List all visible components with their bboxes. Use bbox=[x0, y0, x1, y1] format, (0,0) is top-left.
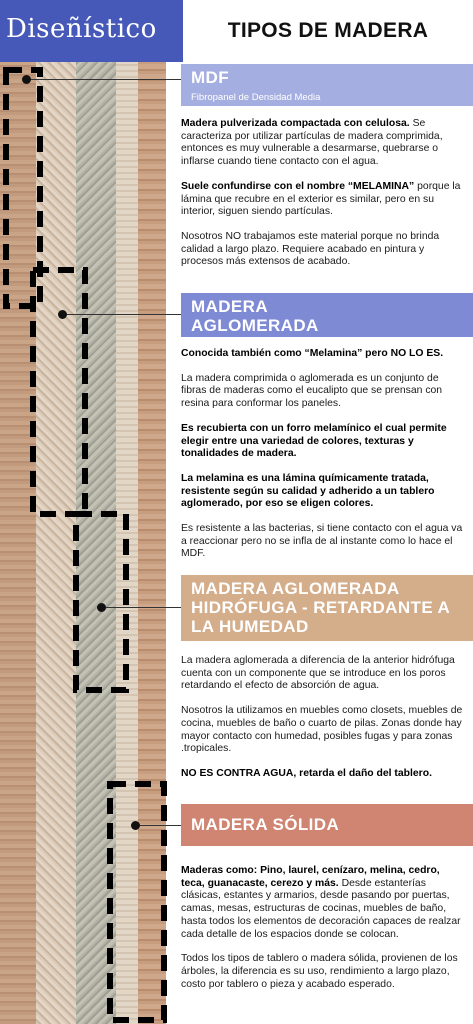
solida-pointer-dot bbox=[131, 821, 140, 830]
section-aglomerada-title-line: AGLOMERADA bbox=[191, 316, 319, 335]
solida-frame bbox=[110, 784, 164, 1020]
aglomerada-pointer-dot bbox=[58, 310, 67, 319]
aglomerada-pointer-line bbox=[62, 314, 181, 315]
paragraph: La madera aglomerada a diferencia de la anterior hidrófuga cuenta con un componente que se introduce en los poros retardando el efecto de absorción de agua. bbox=[181, 655, 455, 692]
section-hidrofuga-title-line: HIDRÓFUGA - RETARDANTE A bbox=[191, 598, 451, 617]
section-mdf-header bbox=[181, 64, 473, 106]
page-title: TIPOS DE MADERA bbox=[183, 0, 473, 62]
section-solida-body bbox=[181, 865, 465, 1003]
section-aglomerada-body bbox=[181, 348, 465, 573]
brand-name: Diseñístico bbox=[6, 14, 157, 44]
solida-pointer-line bbox=[135, 825, 181, 826]
hidrofuga-pointer-dot bbox=[97, 603, 106, 612]
aglomerada-frame bbox=[33, 270, 85, 514]
section-mdf-body bbox=[181, 118, 465, 281]
section-mdf-title: MDF bbox=[191, 68, 230, 87]
dashed-frames bbox=[0, 0, 183, 1024]
paragraph: Madera pulverizada compactada con celulosa. Se caracteriza por utilizar partículas de madera comprimida, entonces es muy vulnerable a desarmarse, quebrarse o inflarse cuando tiene contacto con el agua. bbox=[181, 118, 443, 168]
paragraph: Nosotros NO trabajamos este material porque no brinda calidad a largo plazo. Requiere acabado en pintura y procesos más extensos de acabado. bbox=[181, 230, 440, 268]
section-solida-title: MADERA SÓLIDA bbox=[191, 815, 340, 834]
section-mdf-subtitle: Fibropanel de Densidad Media bbox=[191, 92, 321, 103]
paragraph: NO ES CONTRA AGUA, retarda el daño del tablero. bbox=[181, 767, 432, 779]
hidrofuga-frame bbox=[76, 514, 126, 690]
brand-logo bbox=[0, 0, 183, 62]
paragraph: Todos los tipos de tablero o madera sólida, provienen de los árboles, la diferencia es su uso, rendimiento a largo plazo, costo por tablero o pieza y acabado esperado. bbox=[181, 953, 458, 990]
paragraph: Es recubierta con un forro melamínico el cual permite elegir entre una variedad de colores, texturas y tonalidades de madera. bbox=[181, 422, 447, 460]
section-hidrofuga-body bbox=[181, 655, 465, 793]
section-hidrofuga-title-line: LA HUMEDAD bbox=[191, 617, 309, 636]
paragraph: Suele confundirse con el nombre “MELAMINA” porque la lámina que recubre en el exterior es similar, pero en su interior, siguen siendo partículas. bbox=[181, 180, 461, 218]
section-solida-header bbox=[181, 804, 473, 846]
section-hidrofuga-header bbox=[181, 575, 473, 641]
mdf-pointer-line bbox=[26, 79, 181, 80]
section-aglomerada-title-line: MADERA bbox=[191, 297, 269, 316]
paragraph: La melamina es una lámina químicamente tratada, resistente según su calidad y adherido a un tablero aglomerado, por eso se eligen colores. bbox=[181, 472, 435, 510]
paragraph: Nosotros la utilizamos en muebles como closets, muebles de cocina, muebles de baño o cuarto de pilas. Zonas donde hay mayor contacto con humedad, posibles fugas y para zonas .tropicales. bbox=[181, 705, 463, 755]
paragraph: Conocida también como “Melamina” pero NO LO ES. bbox=[181, 348, 444, 359]
paragraph: La madera comprimida o aglomerada es un conjunto de fibras de maderas como el eucalipto que se prensan con resina para conformar los paneles. bbox=[181, 372, 443, 410]
mdf-pointer-dot bbox=[22, 75, 31, 84]
section-hidrofuga-title-line: MADERA AGLOMERADA bbox=[191, 579, 400, 598]
paragraph: Es resistente a las bacterias, si tiene contacto con el agua va a reaccionar pero no se infla de al instante como lo hace el MDF. bbox=[181, 523, 463, 560]
hidrofuga-pointer-line bbox=[101, 607, 181, 608]
paragraph: Maderas como: Pino, laurel, cenízaro, melina, cedro, teca, guanacaste, cerezo y más. Desde estanterías clásicas, estantes y armarios, desde pasando por puertas, camas, mesas, estructuras de cocinas, muebles de baño, hasta todos los elementos de decoración capaces de realzar cada detalle de los espacios donde se colocan. bbox=[181, 865, 461, 940]
section-aglomerada-header bbox=[181, 293, 473, 337]
